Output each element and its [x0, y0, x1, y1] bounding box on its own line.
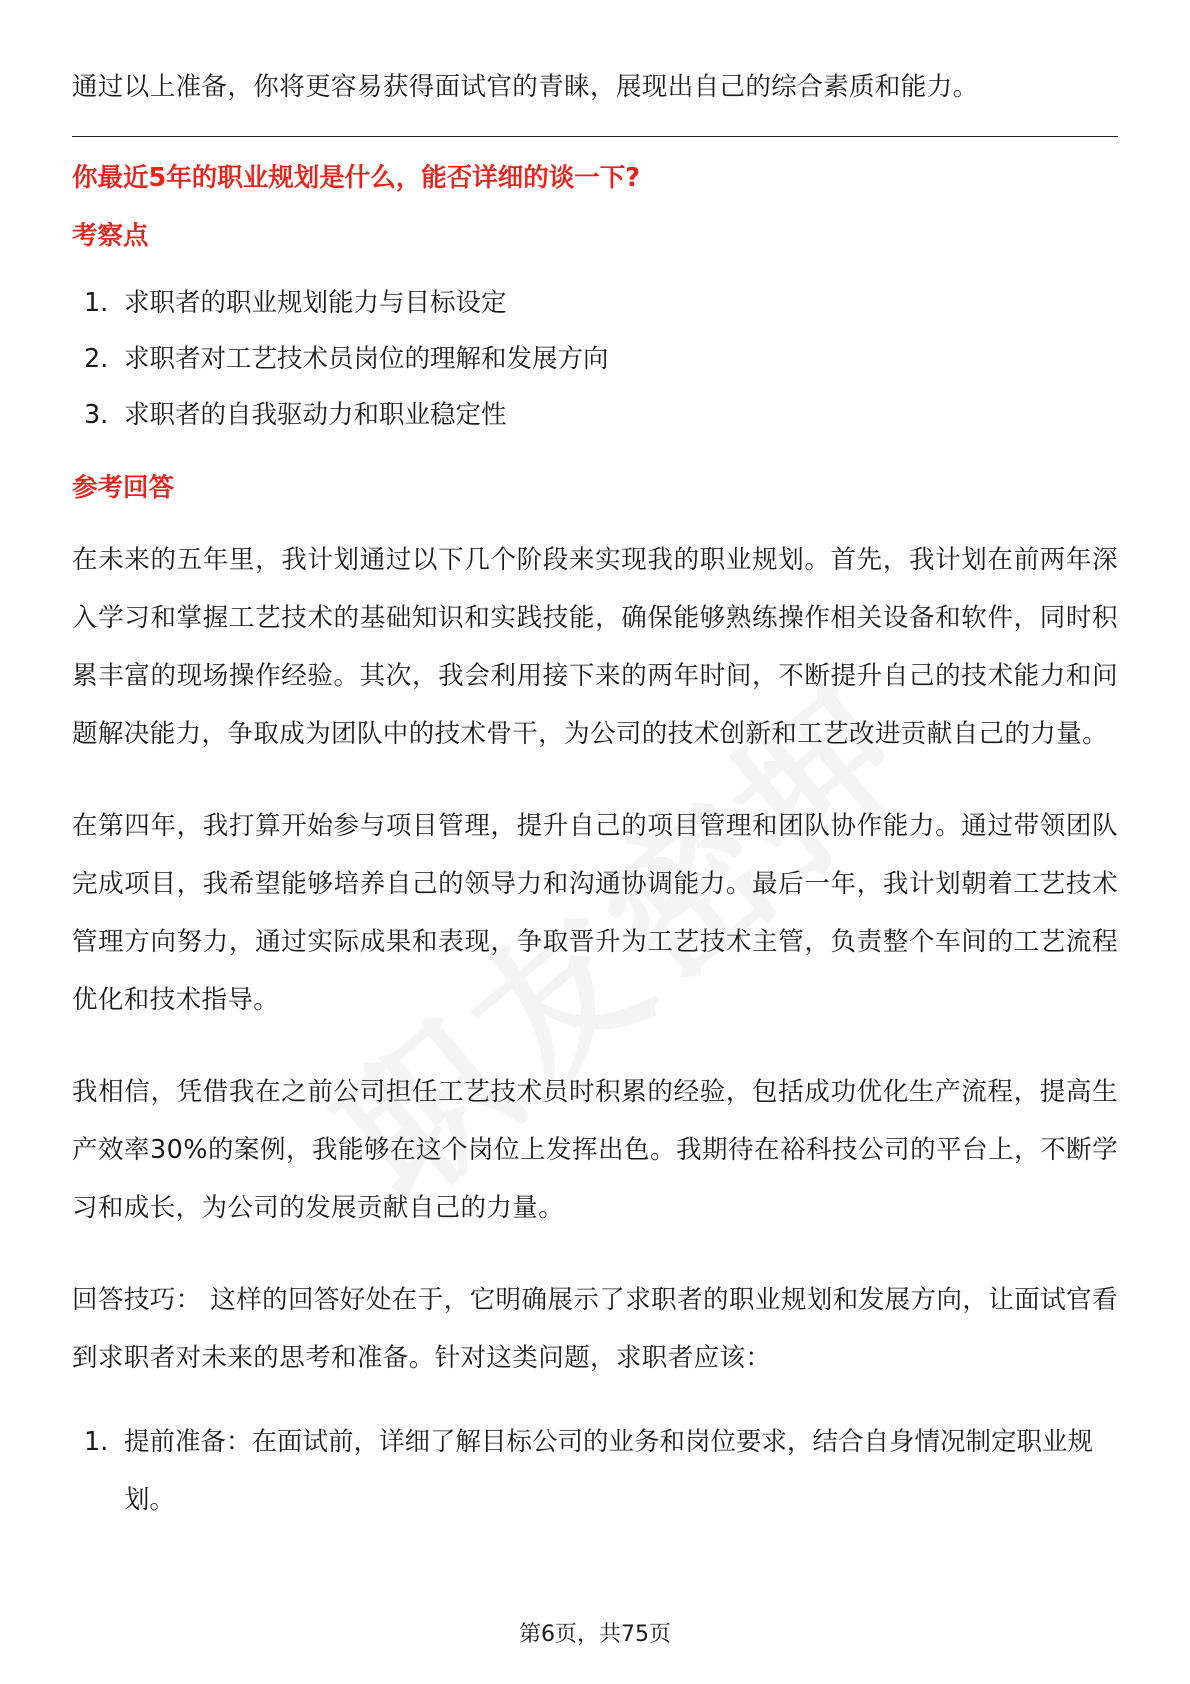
- list-item: 3. 求职者的自我驱动力和职业稳定性: [84, 400, 507, 430]
- list-item: 1. 求职者的职业规划能力与目标设定: [84, 288, 507, 318]
- tips-list: [72, 1413, 1118, 1529]
- page-number: 第6页，共75页: [519, 1622, 671, 1647]
- list-item: 1. 提前准备：在面试前，详细了解目标公司的业务和岗位要求，结合自身情况制定职业规划。: [84, 1427, 1094, 1515]
- section-divider: [72, 136, 1118, 137]
- assessment-title: 考察点: [72, 221, 149, 251]
- assessment-list: [72, 275, 1118, 443]
- document-page: [72, 58, 1118, 1529]
- answer-paragraph-3: 我相信，凭借我在之前公司担任工艺技术员时积累的经验，包括成功优化生产流程，提高生产效率30%的案例，我能够在这个岗位上发挥出色。我期待在裕科技公司的平台上，不断学习和成长，为公司的发展贡献自己的力量。: [72, 1077, 1118, 1223]
- intro-paragraph: 通过以上准备，你将更容易获得面试官的青睐，展现出自己的综合素质和能力。: [72, 72, 979, 102]
- question-heading: 你最近5年的职业规划是什么，能否详细的谈一下?: [72, 163, 641, 193]
- answer-paragraph-2: 在第四年，我打算开始参与项目管理，提升自己的项目管理和团队协作能力。通过带领团队完成项目，我希望能够培养自己的领导力和沟通协调能力。最后一年，我计划朝着工艺技术管理方向努力，通过实际成果和表现，争取晋升为工艺技术主管，负责整个车间的工艺流程优化和技术指导。: [72, 811, 1118, 1015]
- tips-intro-paragraph: 回答技巧： 这样的回答好处在于，它明确展示了求职者的职业规划和发展方向，让面试官看到求职者对未来的思考和准备。针对这类问题，求职者应该：: [72, 1285, 1118, 1373]
- answer-paragraph-1: 在未来的五年里，我计划通过以下几个阶段来实现我的职业规划。首先，我计划在前两年深入学习和掌握工艺技术的基础知识和实践技能，确保能够熟练操作相关设备和软件，同时积累丰富的现场操作经验。其次，我会利用接下来的两年时间，不断提升自己的技术能力和问题解决能力，争取成为团队中的技术骨干，为公司的技术创新和工艺改进贡献自己的力量。: [72, 545, 1118, 749]
- reference-title: 参考回答: [72, 473, 175, 503]
- list-item: 2. 求职者对工艺技术员岗位的理解和发展方向: [84, 344, 609, 374]
